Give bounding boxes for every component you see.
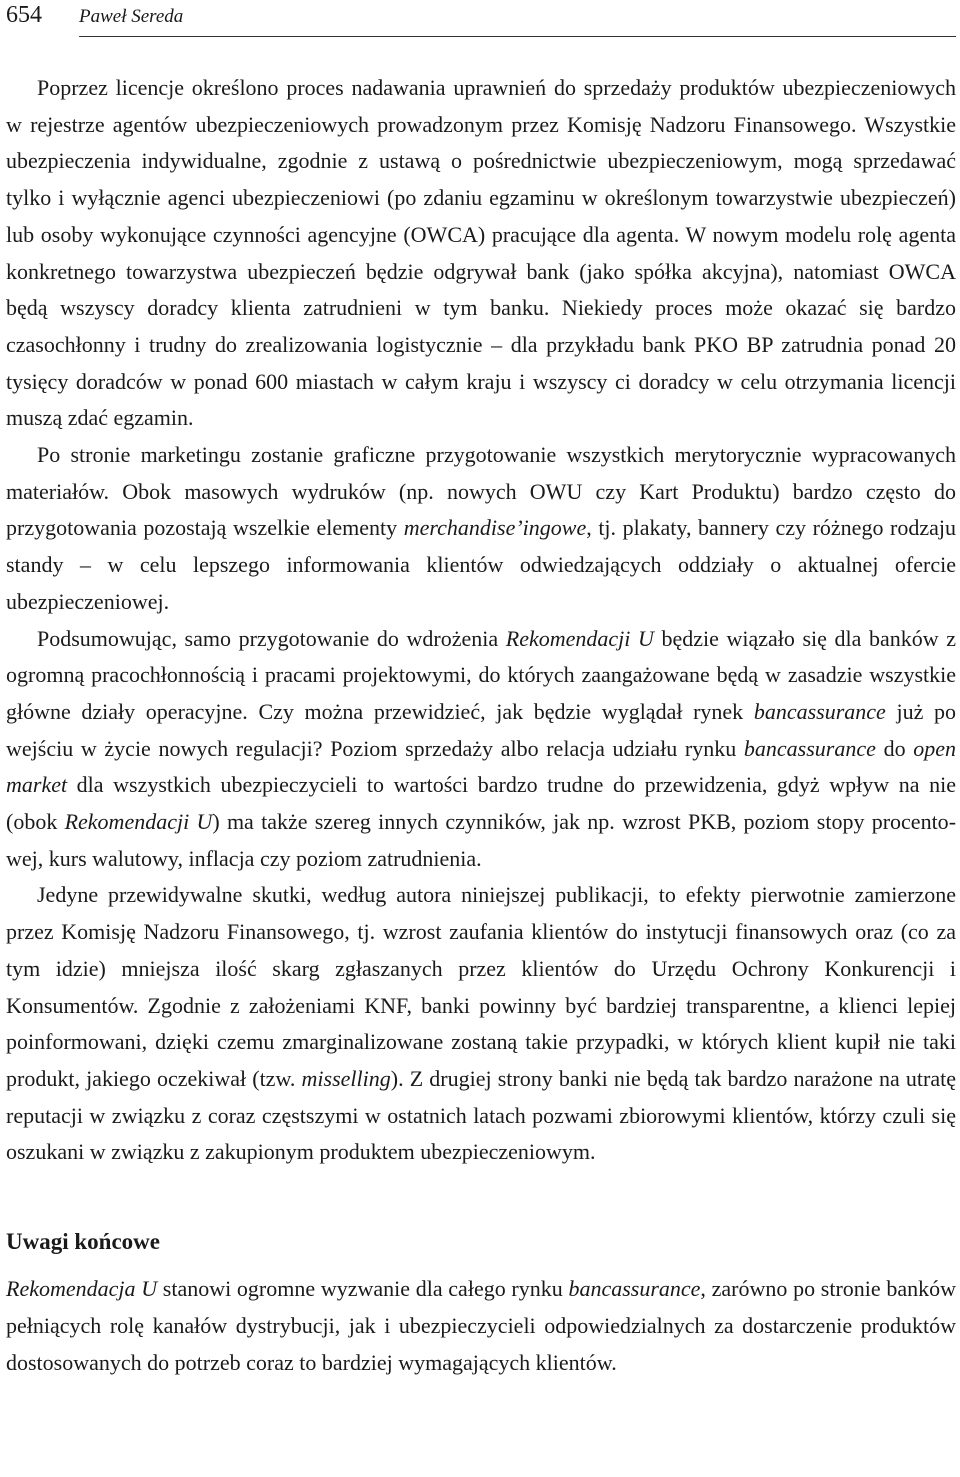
text-run: Po stronie marketingu zostanie graficzne przygotowanie wszystkich merytorycznie wypracowanych materiałów. Obok masowych wydruków (np. nowych OWU czy Kart Produktu) bardzo często do przygotowania pozostają wszelkie elementy [6,442,956,541]
header-rule [79,36,956,37]
paragraph [6,70,956,437]
italic-term: bancassurance [753,698,886,724]
paragraph [6,437,956,621]
section-heading: Uwagi końcowe [6,1229,160,1255]
page-number: 654 [6,2,42,28]
text-run: do [875,735,914,761]
italic-term: Rekomendacji U [505,625,654,651]
text-run: Jedyne przewidywalne skutki, według autora niniejszej publikacji, to efekty pierwotnie zamierzone przez Komisję Nadzoru Finansowego, tj. wzrost zaufania klientów do instytucji finansowych oraz (co za tym idzie) mniejsza ilość skarg zgłaszanych przez klientów do Urzędu Ochrony Konkurencji i Konsumentów. Zgodnie z założeniami KNF, banki powinny być bardziej transparentne, a klienci lepiej poinformowani, dzięki czemu zmarginalizowane zostaną takie przypadki, w których klient kupił nie taki produkt, jakiego oczekiwał (tzw. [6,882,956,1091]
text-run: ). Z drugiej strony banki nie będą tak bardzo narażone na utratę reputacji w związku z coraz częstszymi w ostatnich latach pozwami zbiorowymi klientów, którzy czuli się oszukani w związku z zakupionym produktem ubezpieczeniowym. [6,1065,957,1165]
text-run: , zarówno po stronie banków pełniących rolę kanałów dystrybucji, jak i ubezpieczycieli odpowiedzialnych za dostarczenie produktów dostosowanych do potrzeb coraz to bardziej wymagających klientów. [6,1276,956,1375]
running-header [6,0,956,40]
paragraph [6,621,956,878]
italic-term: bancassurance [568,1276,701,1302]
page-body [6,70,956,1381]
text-run: już po wejściu w życie nowych regulacji? Poziom sprzedaży albo relacja udziału rynku [6,698,956,761]
italic-term: misselling [301,1065,391,1091]
text-run: będzie wiązało się dla banków z ogromną pracochłonnością i pracami projektowymi, do których zaangażowane będą w zasadzie wszystkie główne działy operacyjne. Czy można przewidzieć, jak będzie wyglądał rynek [6,625,957,724]
text-run: Podsumowując, samo przygotowanie do wdrożenia [37,625,506,651]
italic-term: merchandise’ingowe [403,515,587,541]
text-run: ) ma także szereg innych czynników, jak np. wzrost PKB, poziom stopy procentowej, kurs walutowy, inflacja czy poziom zatrudnienia. [6,809,957,871]
italic-term: Rekomendacji U [64,809,213,835]
italic-term: open market [6,735,957,798]
section-paragraph [6,1271,956,1381]
paragraph [6,877,956,1171]
italic-term: Rekomendacja U [6,1276,158,1302]
running-author: Paweł Sereda [79,6,184,27]
text-run: , tj. plakaty, bannery czy różnego rodzaju standy – w celu lepszego informowania klientów odwiedzających oddziały o aktualnej ofercie ubezpieczeniowej. [6,515,956,614]
text-run: dla wszystkich ubezpieczycieli to wartości bardzo trudne do przewidzenia, gdyż wpływ na nie (obok [6,772,956,835]
text-run: stanowi ogromne wyzwanie dla całego rynku [157,1276,569,1302]
text-run: Poprzez licencje określono proces nadawania uprawnień do sprzedaży produktów ubezpieczeniowych w rejestrze agentów ubezpieczeniowych prowadzonym przez Komisję Nadzoru Finansowego. Wszystkie ubezpieczenia indywidualne, zgodnie z ustawą o pośrednictwie ubezpieczeniowym, mogą sprzedawać tylko i wyłącznie agenci ubezpieczeniowi (po zdaniu egzaminu w określonym towarzystwie ubezpieczeń) lub osoby wykonujące czynności agencyjne (OWCA) pracujące dla agenta. W nowym modelu rolę agenta konkretnego towarzystwa ubezpieczeń będzie odgrywał bank (jako spółka akcyjna), natomiast OWCA będą wszyscy doradcy klienta zatrudnieni w tym banku. Niekiedy proces może okazać się bardzo czasochłonny i trudny do zrealizowania logistycznie – dla przykładu bank PKO BP zatrudnia ponad 20 tysięcy doradców w ponad 600 miastach w całym kraju i wszyscy ci doradcy w celu otrzymania licencji muszą zdać egzamin. [6,75,956,431]
italic-term: bancassurance [743,735,876,761]
